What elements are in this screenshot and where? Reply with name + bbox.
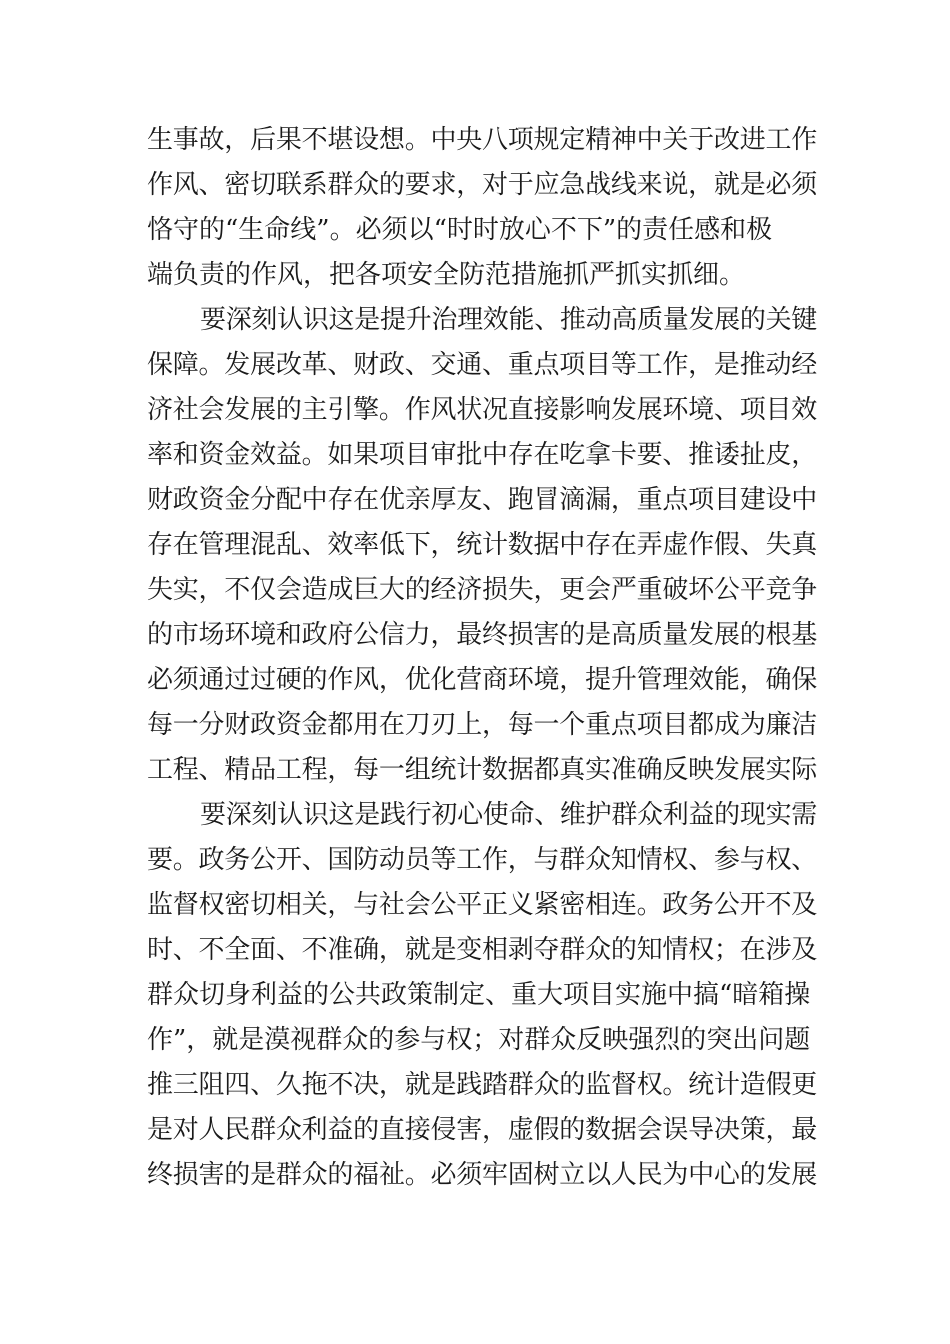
- body-text: [147, 118, 817, 1198]
- text-line: 群众切身利益的公共政策制定、重大项目实施中搞“暗箱操: [147, 980, 811, 1010]
- text-line: 推三阻四、久拖不决，就是践踏群众的监督权。统计造假更: [147, 1070, 818, 1100]
- text-line: 生事故，后果不堪设想。中央八项规定精神中关于改进工作: [147, 125, 818, 155]
- text-line: 端负责的作风，把各项安全防范措施抓严抓实抓细。: [147, 260, 746, 290]
- text-line: 每一分财政资金都用在刀刃上，每一个重点项目都成为廉洁: [147, 710, 818, 740]
- text-line: 失实，不仅会造成巨大的经济损失，更会严重破坏公平竞争: [147, 575, 818, 605]
- text-line: 保障。发展改革、财政、交通、重点项目等工作，是推动经: [147, 350, 818, 380]
- text-line: 作”，就是漠视群众的参与权；对群众反映强烈的突出问题: [147, 1025, 811, 1055]
- text-line: 财政资金分配中存在优亲厚友、跑冒滴漏，重点项目建设中: [147, 485, 818, 515]
- text-line: 的市场环境和政府公信力，最终损害的是高质量发展的根基: [147, 620, 818, 650]
- text-line: 济社会发展的主引擎。作风状况直接影响发展环境、项目效: [147, 395, 818, 425]
- text-line: 终损害的是群众的福祉。必须牢固树立以人民为中心的发展: [147, 1160, 818, 1190]
- text-line: 时、不全面、不准确，就是变相剥夺群众的知情权；在涉及: [147, 935, 818, 965]
- text-line: 是对人民群众利益的直接侵害，虚假的数据会误导决策，最: [147, 1115, 818, 1145]
- text-line: 要。政务公开、国防动员等工作，与群众知情权、参与权、: [147, 845, 818, 875]
- text-line: 必须通过过硬的作风，优化营商环境，提升管理效能，确保: [147, 665, 818, 695]
- text-line: 作风、密切联系群众的要求，对于应急战线来说，就是必须: [147, 170, 818, 200]
- text-line: 工程、精品工程，每一组统计数据都真实准确反映发展实际: [147, 755, 818, 785]
- text-line: 要深刻认识这是践行初心使命、维护群众利益的现实需: [200, 800, 818, 830]
- text-line: 要深刻认识这是提升治理效能、推动高质量发展的关键: [200, 305, 818, 335]
- text-line: 率和资金效益。如果项目审批中存在吃拿卡要、推诿扯皮，: [147, 440, 818, 470]
- text-line: 存在管理混乱、效率低下，统计数据中存在弄虚作假、失真: [147, 530, 818, 560]
- text-line: 监督权密切相关，与社会公平正义紧密相连。政务公开不及: [147, 890, 818, 920]
- text-line: 恪守的“生命线”。必须以“时时放心不下”的责任感和极: [147, 215, 773, 245]
